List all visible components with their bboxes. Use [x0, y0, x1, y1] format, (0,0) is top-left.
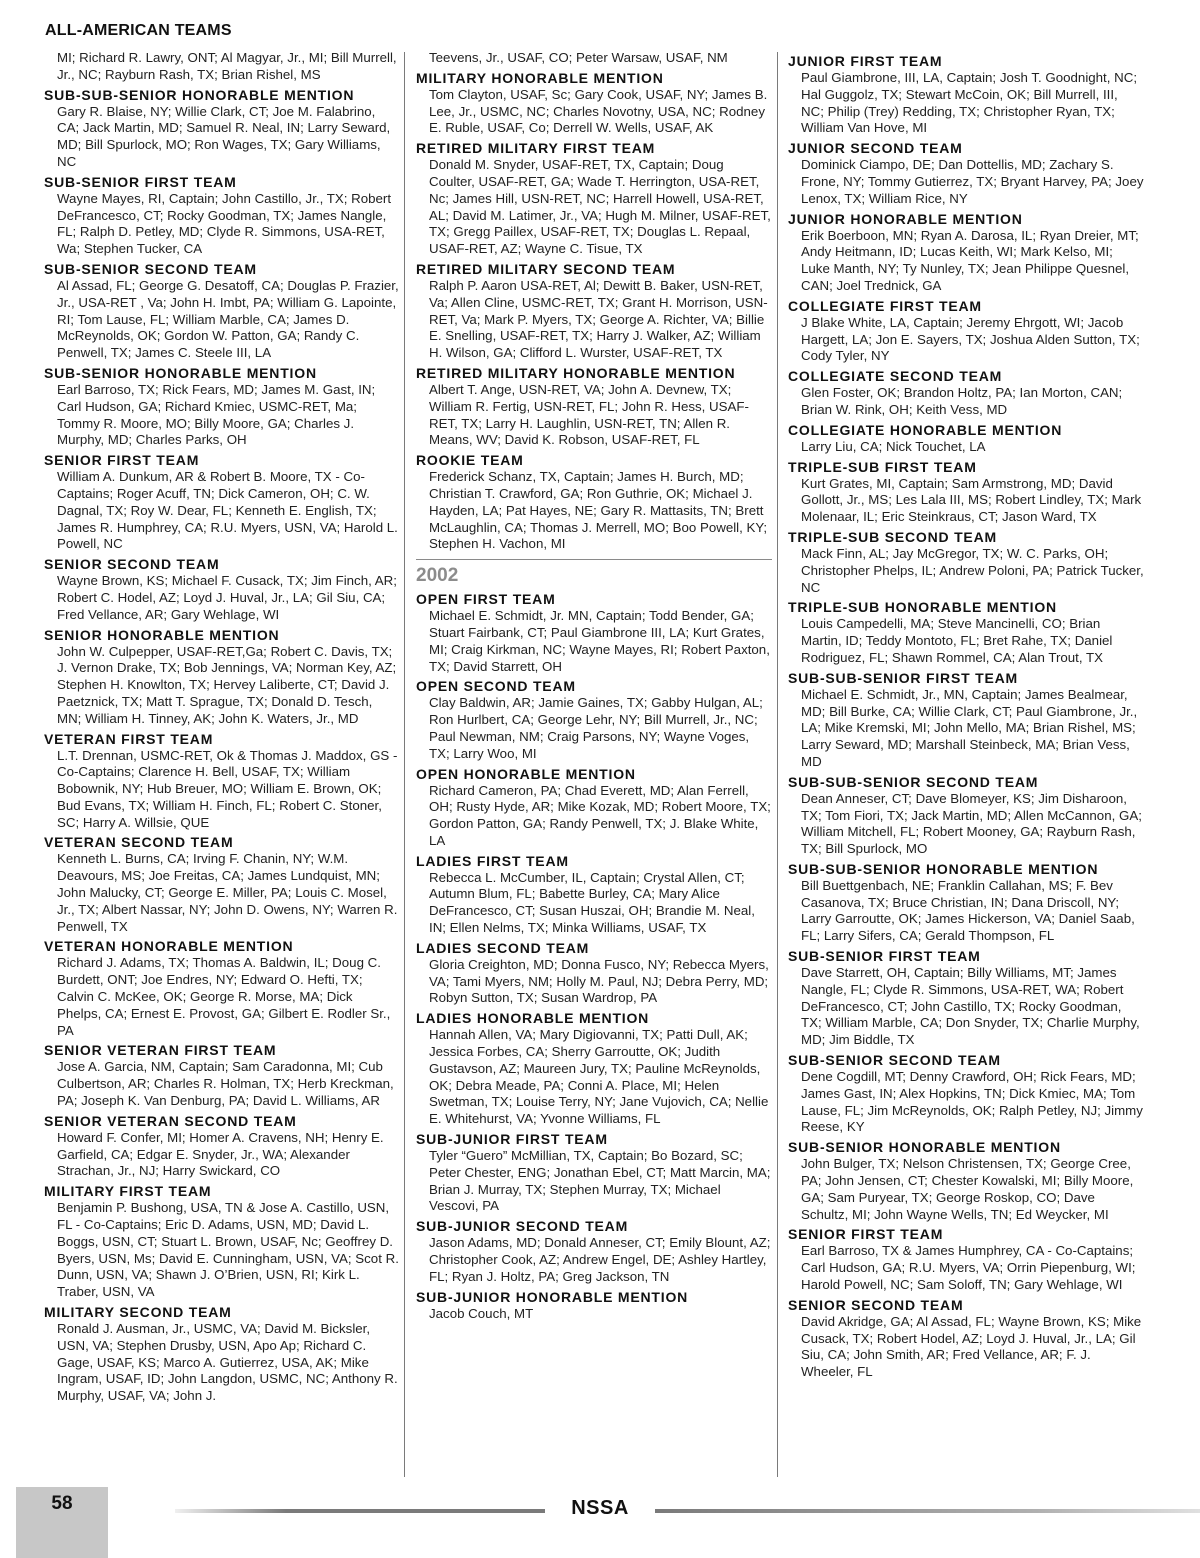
- team-members: Wayne Mayes, RI, Captain; John Castillo, Jr., TX; Robert DeFrancesco, CT; Rocky Goodman, TX; James Nangle, FL; Ralph D. Petley, MD; Clyde R. Simmons, USA-RET, Wa; Stephen Tucker, CA: [57, 190, 392, 257]
- team-section: [44, 731, 400, 832]
- section-heading: SENIOR VETERAN FIRST TEAM: [44, 1042, 277, 1059]
- team-section: [788, 1139, 1144, 1223]
- team-members: John W. Culpepper, USAF-RET,Ga; Robert C. Davis, TX; J. Vernon Drake, TX; Bob Jennings, VA; Norman Key, AZ; Stephen H. Knowlton, TX; Hervey Laliberte, CT; David J. Paetznick, TX; Matt T. Sprague, TX; Donald D. Tesch, MN; William H. Tinney, AK; John K. Waters, Jr., MD: [57, 643, 397, 726]
- section-heading: SUB-JUNIOR HONORABLE MENTION: [416, 1288, 689, 1305]
- team-section: [788, 861, 1144, 945]
- column-divider: [404, 52, 405, 1477]
- team-section: [788, 599, 1144, 666]
- team-section: [416, 1289, 772, 1323]
- team-members: Howard F. Confer, MI; Homer A. Cravens, NH; Henry E. Garfield, CA; Edgar E. Snyder, Jr., WA; Alexander Strachan, Jr., NJ; Harry Swickard, CO: [57, 1129, 384, 1179]
- team-section: [788, 140, 1144, 207]
- team-members: Albert T. Ange, USN-RET, VA; John A. Devnew, TX; William R. Fertig, USN-RET, FL; John R. Hess, USAF-RET, TX; Larry H. Laughlin, USN-RET, TN; Allen R. Means, WV; David K. Robson, USAF-RET, FL: [429, 381, 749, 448]
- team-section: [44, 87, 400, 171]
- section-heading: SUB-SUB-SENIOR HONORABLE MENTION: [788, 860, 1099, 877]
- section-heading: SUB-SUB-SENIOR SECOND TEAM: [788, 773, 1039, 790]
- team-members: MI; Richard R. Lawry, ONT; Al Magyar, Jr., MI; Bill Murrell, Jr., NC; Rayburn Rash, TX; Brian Rishel, MS: [57, 50, 397, 82]
- team-members: David Akridge, GA; Al Assad, FL; Wayne Brown, KS; Mike Cusack, TX; Robert Hodel, AZ; Loyd J. Huval, Jr., LA; Gil Siu, CA; John Smith, AR; Fred Vellance, AR; F. J. Wheeler, FL: [801, 1313, 1142, 1380]
- section-heading: VETERAN SECOND TEAM: [44, 834, 234, 851]
- column-1: [44, 50, 400, 1405]
- team-members: Paul Giambrone, III, LA, Captain; Josh T. Goodnight, NC; Hal Guggolz, TX; Stewart McCoin, OK; Bill Murrell, III, NC; Philip (Trey) Redding, TX; Christopher Ryan, TX; William Van Hove, MI: [801, 70, 1138, 136]
- team-section: [788, 670, 1144, 771]
- team-members: Richard J. Adams, TX; Thomas A. Baldwin, IL; Doug C. Burdett, ONT; Joe Endres, NY; Edward O. Hefti, TX; Calvin C. McKee, OK; George R. Morse, MA; Dick Phelps, CA; Ernest E. Provost, GA; Gilbert E. Rodler Sr., PA: [57, 955, 391, 1038]
- team-members: Benjamin P. Bushong, USA, TN & Jose A. Castillo, USN, FL - Co-Captains; Eric D. Adams, USN, MD; David L. Boggs, USN, CT; Stuart L. Brown, USAF, Nc; Geoffrey D. Byers, USN, Ms; David E. Cunningham, USN, VA; Scot R. Dunn, USN, VA; Shawn J. O’Brien, USN, RI; Kirk L. Traber, USN, VA: [57, 1200, 399, 1300]
- section-heading: MILITARY FIRST TEAM: [44, 1183, 212, 1200]
- section-heading: TRIPLE-SUB FIRST TEAM: [788, 458, 977, 475]
- team-section: [44, 1304, 400, 1405]
- team-members: Dave Starrett, OH, Captain; Billy Williams, MT; James Nangle, FL; Clyde R. Simmons, USA-RET, WA; Robert DeFrancesco, CT; John Castillo, TX; Rocky Goodman, TX; William Marble, CA; Don Snyder, TX; Charlie Murphy, MD; Jim Biddle, TX: [801, 965, 1140, 1048]
- team-members: Wayne Brown, KS; Michael F. Cusack, TX; Jim Finch, AR; Robert C. Hodel, AZ; Loyd J. Huval, Jr., LA; Gil Siu, CA; Fred Vellance, AR; Gary Wehlage, WI: [57, 573, 397, 622]
- team-section: [416, 678, 772, 762]
- team-section: [416, 365, 772, 449]
- page-number-box: [16, 1487, 108, 1558]
- section-heading: SUB-SENIOR HONORABLE MENTION: [44, 364, 317, 381]
- team-section: [416, 1010, 772, 1128]
- year-heading: 2002: [416, 565, 459, 587]
- team-members: Tom Clayton, USAF, Sc; Gary Cook, USAF, NY; James B. Lee, Jr., USMC, NC; Charles Novotny, USA, NC; Rodney E. Ruble, USAF, Co; Derrell W. Wells, USAF, AK: [429, 86, 768, 136]
- team-members: Earl Barroso, TX; Rick Fears, MD; James M. Gast, IN; Carl Hudson, GA; Richard Kmiec, USMC-RET, Ma; Tommy R. Moore, MO; Billy Moore, GA; Charles J. Murphy, MD; Charles Parks, OH: [57, 381, 376, 448]
- team-members: Dene Cogdill, MT; Denny Crawford, OH; Rick Fears, MD; James Gast, IN; Alex Hopkins, TN; Dick Kmiec, MA; Tom Lause, FL; Jim McReynolds, OK; Ralph Petley, NJ; Jimmy Reese, KY: [801, 1069, 1143, 1135]
- team-members: Larry Liu, CA; Nick Touchet, LA: [801, 438, 986, 454]
- section-heading: SUB-JUNIOR FIRST TEAM: [416, 1131, 608, 1148]
- section-heading: SUB-SENIOR SECOND TEAM: [44, 260, 257, 277]
- team-members: Michael E. Schmidt, Jr. MN, Captain; Todd Bender, GA; Stuart Fairbank, CT; Paul Giambrone III, LA; Kurt Grates, MI; Craig Kirkman, NC; Wayne Mayes, RI; Robert Paxton, TX; David Starrett, OH: [429, 608, 770, 674]
- team-members: Michael E. Schmidt, Jr., MN, Captain; James Bealmear, MD; Bill Burke, CA; Willie Clark, CT; Paul Giambrone, Jr., LA; Mike Kremski, MI; John Mello, MA; Brian Rishel, MS; Larry Seward, MD; Marshall Steinbeck, MA; Brian Vess, MD: [801, 686, 1138, 769]
- team-section: [44, 452, 400, 553]
- team-section: [416, 940, 772, 1007]
- team-members: Earl Barroso, TX & James Humphrey, CA - Co-Captains; Carl Hudson, GA; R.U. Myers, VA; Orrin Piepenburg, WI; Harold Powell, NC; Sam Soloff, TN; Gary Wehlage, WI: [801, 1243, 1136, 1293]
- section-heading: OPEN SECOND TEAM: [416, 678, 576, 695]
- team-section: [416, 591, 772, 675]
- team-section: [416, 140, 772, 258]
- team-section: [788, 529, 1144, 596]
- section-heading: COLLEGIATE SECOND TEAM: [788, 368, 1003, 385]
- team-section: [416, 1218, 772, 1285]
- team-section: [788, 948, 1144, 1049]
- team-section: [416, 1131, 772, 1215]
- section-heading: COLLEGIATE FIRST TEAM: [788, 297, 982, 314]
- column-2: [416, 50, 772, 1322]
- team-members: Richard Cameron, PA; Chad Everett, MD; Alan Ferrell, OH; Rusty Hyde, AR; Mike Kozak, MD; Robert Moore, TX; Gordon Patton, GA; Randy Penwell, TX; J. Blake White, LA: [429, 782, 771, 848]
- section-heading: SENIOR FIRST TEAM: [44, 452, 200, 469]
- team-members: Dominick Ciampo, DE; Dan Dottellis, MD; Zachary S. Frone, NY; Tommy Gutierrez, TX; Bryant Harvey, PA; Joey Lenox, TX; William Rice, NY: [801, 157, 1144, 206]
- team-section: [44, 365, 400, 449]
- footer-brand: NSSA: [571, 1497, 629, 1519]
- section-heading: RETIRED MILITARY FIRST TEAM: [416, 140, 656, 157]
- section-heading: SUB-SENIOR SECOND TEAM: [788, 1052, 1001, 1069]
- team-members: Jacob Couch, MT: [429, 1305, 534, 1321]
- section-heading: SUB-SENIOR FIRST TEAM: [44, 173, 237, 190]
- team-members: J Blake White, LA, Captain; Jeremy Ehrgott, WI; Jacob Hargett, LA; Jon E. Sayers, TX; Joshua Alden Sutton, TX; Cody Tyler, NY: [801, 314, 1140, 364]
- section-heading: JUNIOR SECOND TEAM: [788, 140, 963, 157]
- team-members: John Bulger, TX; Nelson Christensen, TX; George Cree, PA; John Jensen, CT; Chester Kowalski, MI; Billy Moore, GA; Sam Puryear, TX; George Roskop, CO; Dave Schultz, MI; John Wayne Wells, TN; Ed Weycker, MI: [801, 1156, 1134, 1222]
- team-members: Kurt Grates, MI, Captain; Sam Armstrong, MD; David Gollott, Jr., MS; Les Lala III, MS; Robert Lindley, TX; Mark Molenaar, IL; Eric Steinkraus, CT; Jason Ward, TX: [801, 475, 1142, 525]
- team-members: Ronald J. Ausman, Jr., USMC, VA; David M. Bicksler, USN, VA; Stephen Drusby, USN, Apo Ap; Richard C. Gage, USAF, KS; Marco A. Gutierrez, USA, AK; Mike Ingram, USAF, ID; John Langdon, USMC, NC; Anthony R. Murphy, USAF, VA; John J.: [57, 1321, 398, 1404]
- page-title: ALL-AMERICAN TEAMS: [45, 22, 232, 39]
- team-members: Clay Baldwin, AR; Jamie Gaines, TX; Gabby Hulgan, AL; Ron Hurlbert, CA; George Lehr, NY; Bill Murrell, Jr., NC; Paul Newman, NM; Craig Parsons, NY; Wayne Voges, TX; Larry Woo, MI: [429, 695, 763, 761]
- team-members: Ralph P. Aaron USA-RET, Al; Dewitt B. Baker, USN-RET, Va; Allen Cline, USMC-RET, TX; Grant H. Morrison, USN-RET, Va; Mark P. Myers, TX; George A. Richter, VA; Billie E. Snelling, USAF-RET, TX; Harry J. Walker, AZ; William H. Wilson, GA; Clifford L. Wurster, USAF-RET, TX: [429, 277, 768, 361]
- team-section: [416, 853, 772, 937]
- team-members: Rebecca L. McCumber, IL, Captain; Crystal Allen, CT; Autumn Blum, FL; Babette Burley, CA; Mary Alice DeFrancesco, CT; Susan Huszai, OH; Brandie M. Neal, IN; Ellen Nelms, TX; Minka Williams, USAF, TX: [429, 869, 755, 936]
- section-heading: LADIES SECOND TEAM: [416, 939, 590, 956]
- team-members: Teevens, Jr., USAF, CO; Peter Warsaw, USAF, NM: [429, 50, 728, 65]
- team-section: [416, 261, 772, 362]
- section-heading: RETIRED MILITARY HONORABLE MENTION: [416, 364, 736, 381]
- team-section: [44, 938, 400, 1039]
- section-heading: SUB-SENIOR FIRST TEAM: [788, 948, 981, 965]
- team-section: [788, 422, 1144, 456]
- team-section: [788, 298, 1144, 365]
- team-section: [44, 627, 400, 728]
- section-heading: OPEN HONORABLE MENTION: [416, 765, 636, 782]
- team-members: Hannah Allen, VA; Mary Digiovanni, TX; Patti Dull, AK; Jessica Forbes, CA; Sherry Garroutte, OK; Judith Gustavson, AZ; Maureen Jury, TX; Pauline McReynolds, OK; Debra Meade, PA; Conni A. Place, MI; Helen Swetman, TX; Louise Terry, NY; Jane Vujovich, CA; Nellie E. Whitehurst, VA; Yvonne Williams, FL: [429, 1027, 769, 1127]
- team-members: Gloria Creighton, MD; Donna Fusco, NY; Rebecca Myers, VA; Tami Myers, NM; Holly M. Paul, NJ; Debra Perry, MD; Robyn Sutton, TX; Susan Wardrop, PA: [429, 956, 769, 1006]
- section-heading: TRIPLE-SUB SECOND TEAM: [788, 528, 997, 545]
- team-section: [788, 211, 1144, 295]
- footer-rule-left: [175, 1509, 545, 1513]
- team-section: [44, 556, 400, 623]
- team-members: Dean Anneser, CT; Dave Blomeyer, KS; Jim Disharoon, TX; Tom Fiori, TX; Jack Martin, MD; Allen McCannon, GA; William Mitchell, FL; Robert Mooney, GA; Rayburn Rash, TX; Bill Spurlock, MO: [801, 790, 1142, 857]
- section-heading: JUNIOR HONORABLE MENTION: [788, 210, 1023, 227]
- team-section: [788, 1052, 1144, 1136]
- section-heading: VETERAN HONORABLE MENTION: [44, 938, 294, 955]
- team-members: Erik Boerboon, MN; Ryan A. Darosa, IL; Ryan Dreier, MT; Andy Heitmann, ID; Lucas Keith, WI; Mark Kelso, MI; Luke Manth, NY; Ty Nunley, TX; Jean Philippe Quesnel, CAN; Joel Trednick, GA: [801, 227, 1139, 293]
- team-section-continued: [416, 50, 772, 67]
- team-members: Bill Buettgenbach, NE; Franklin Callahan, MS; F. Bev Casanova, TX; Bruce Christian, IN; Dana Driscoll, NY; Larry Garroutte, OK; James Hickerson, VA; Daniel Saab, FL; Larry Sifers, CA; Gerald Thompson, FL: [801, 877, 1135, 944]
- team-members: William A. Dunkum, AR & Robert B. Moore, TX - Co-Captains; Roger Acuff, TN; Dick Cameron, OH; C. W. Dagnal, TX; Roy W. Dear, FL; Kenneth E. English, TX; James R. Humphrey, CA; R.U. Myers, USN, VA; Harold L. Powell, NC: [57, 469, 398, 552]
- section-heading: SENIOR FIRST TEAM: [788, 1226, 944, 1243]
- team-members: Kenneth L. Burns, CA; Irving F. Chanin, NY; W.M. Deavours, MS; Joe Freitas, CA; James Lundquist, MN; John Malucky, CT; George E. Miller, PA; Louis C. Mosel, Jr., TX; Albert Nassar, NY; John D. Owens, NY; Warren R. Penwell, TX: [57, 851, 398, 934]
- section-heading: SENIOR VETERAN SECOND TEAM: [44, 1112, 297, 1129]
- page-number: 58: [51, 1493, 73, 1514]
- team-members: Jose A. Garcia, NM, Captain; Sam Caradonna, MI; Cub Culbertson, AR; Charles R. Holman, TX; Herb Kreckman, PA; Joseph K. Van Denburg, PA; David L. Williams, AR: [57, 1059, 394, 1109]
- team-section: [416, 766, 772, 850]
- team-section: [416, 452, 772, 553]
- section-heading: MILITARY SECOND TEAM: [44, 1304, 232, 1321]
- team-section: [44, 174, 400, 258]
- footer-rule-right: [655, 1509, 1200, 1513]
- team-members: Louis Campedelli, MA; Steve Mancinelli, CO; Brian Martin, ID; Teddy Montoto, FL; Bret Rahe, TX; Daniel Rodriguez, FL; Shawn Rommel, CA; Alan Trout, TX: [801, 616, 1113, 665]
- section-heading: COLLEGIATE HONORABLE MENTION: [788, 421, 1063, 438]
- team-section: [44, 1042, 400, 1109]
- section-heading: RETIRED MILITARY SECOND TEAM: [416, 260, 676, 277]
- team-section: [44, 261, 400, 362]
- section-heading: ROOKIE TEAM: [416, 452, 524, 469]
- section-heading: LADIES FIRST TEAM: [416, 852, 569, 869]
- team-section: [788, 53, 1144, 137]
- team-section: [788, 459, 1144, 526]
- column-3: [788, 50, 1144, 1381]
- section-heading: TRIPLE-SUB HONORABLE MENTION: [788, 599, 1057, 616]
- team-section: [416, 70, 772, 137]
- section-heading: SENIOR SECOND TEAM: [788, 1296, 964, 1313]
- team-members: Mack Finn, AL; Jay McGregor, TX; W. C. Parks, OH; Christopher Phelps, IL; Andrew Poloni, PA; Patrick Tucker, NC: [801, 545, 1144, 595]
- section-heading: VETERAN FIRST TEAM: [44, 730, 214, 747]
- team-members: L.T. Drennan, USMC-RET, Ok & Thomas J. Maddox, GS - Co-Captains; Clarence H. Bell, USAF, TX; William Bobownik, NY; Hub Breuer, MO; William E. Brown, OK; Bud Evans, TX; William H. Finch, FL; Robert C. Stoner, SC; Harry A. Willsie, QUE: [57, 747, 398, 830]
- section-heading: SUB-JUNIOR SECOND TEAM: [416, 1218, 629, 1235]
- year-divider: [416, 559, 772, 588]
- team-members: Jason Adams, MD; Donald Anneser, CT; Emily Blount, AZ; Christopher Cook, AZ; Andrew Engel, DE; Ashley Hartley, FL; Ryan J. Holtz, PA; Greg Jackson, TN: [429, 1235, 771, 1284]
- section-heading: SENIOR HONORABLE MENTION: [44, 626, 280, 643]
- section-heading: MILITARY HONORABLE MENTION: [416, 69, 664, 86]
- section-heading: LADIES HONORABLE MENTION: [416, 1010, 650, 1027]
- section-heading: OPEN FIRST TEAM: [416, 591, 556, 608]
- team-members: Tyler “Guero” McMillian, TX, Captain; Bo Bozard, SC; Peter Chester, ENG; Jonathan Ebel, CT; Matt Marcin, MA; Brian J. Murray, TX; Stephen Murray, TX; Michael Vescovi, PA: [429, 1148, 771, 1214]
- section-heading: JUNIOR FIRST TEAM: [788, 53, 943, 69]
- team-members: Glen Foster, OK; Brandon Holtz, PA; Ian Morton, CAN; Brian W. Rink, OH; Keith Vess, MD: [801, 385, 1123, 417]
- section-heading: SUB-SENIOR HONORABLE MENTION: [788, 1139, 1061, 1156]
- column-divider: [777, 52, 778, 1477]
- team-section: [44, 1183, 400, 1301]
- team-members: Gary R. Blaise, NY; Willie Clark, CT; Joe M. Falabrino, CA; Jack Martin, MD; Samuel R. Neal, IN; Larry Seward, MD; Bill Spurlock, MO; Ron Wages, TX; Gary Williams, NC: [57, 103, 391, 169]
- team-members: Donald M. Snyder, USAF-RET, TX, Captain; Doug Coulter, USAF-RET, GA; Wade T. Herrington, USA-RET, Nc; James Hill, USN-RET, NC; Harrell Howell, USA-RET, AL; David M. Latimer, Jr., VA; Hugh M. Milner, USAF-RET, TX; Gregg Paillex, USAF-RET, TX; Douglas L. Repaal, USAF-RET, AZ; Wayne C. Tisue, TX: [429, 157, 771, 257]
- section-heading: SUB-SUB-SENIOR FIRST TEAM: [788, 669, 1018, 686]
- section-heading: SENIOR SECOND TEAM: [44, 556, 220, 573]
- team-section: [788, 1226, 1144, 1293]
- section-heading: SUB-SUB-SENIOR HONORABLE MENTION: [44, 86, 355, 103]
- team-section: [44, 834, 400, 935]
- team-members: Frederick Schanz, TX, Captain; James H. Burch, MD; Christian T. Crawford, GA; Ron Guthrie, OK; Michael J. Hayden, LA; Pat Hayes, NE; Gary R. Mattasits, TN; Brett McLaughlin, CA; Thomas J. Merrell, MO; Boo Powell, KY; Stephen H. Vachon, MI: [429, 469, 768, 552]
- team-section-continued: [44, 50, 400, 84]
- team-members: Al Assad, FL; George G. Desatoff, CA; Douglas P. Frazier, Jr., USA-RET , Va; John H. Imbt, PA; William G. Lapointe, RI; Tom Lause, FL; William Marble, CA; James D. McReynolds, OK; Gordon W. Patton, GA; Randy C. Penwell, TX; James C. Steele III, LA: [57, 277, 399, 361]
- team-section: [788, 774, 1144, 858]
- team-section: [788, 368, 1144, 419]
- team-section: [44, 1113, 400, 1180]
- team-section: [788, 1297, 1144, 1381]
